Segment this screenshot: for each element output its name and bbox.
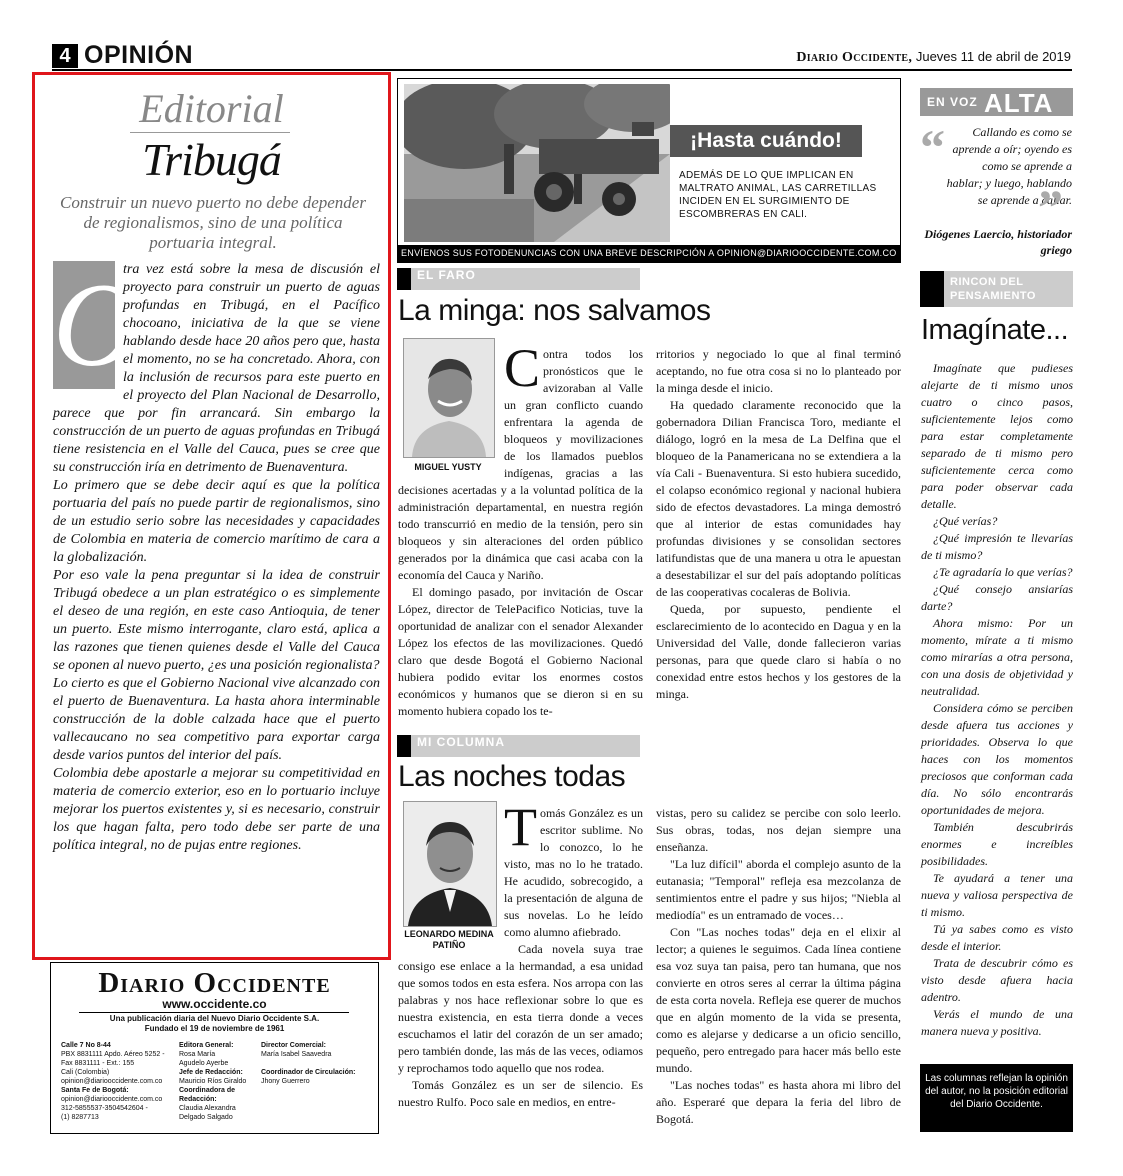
- article-paragraph: Cada novela suya trae consigo ese enlace a la hermandad, a esa unidad que somos todos en esta esfera. Nos arropa con las palabras y nos hace reflexionar sobre lo que es nuestra existencia, en esta tierra donde a veces escuchamos el latir del corazón de un ser amado; pero también donde, las más de las veces, odiamos y reprochamos todo aquello que nos rodea.: [398, 942, 643, 1075]
- colophon-item: Jhony Guerrero: [261, 1078, 310, 1085]
- editorial-title: Tribugá: [142, 134, 281, 185]
- colophon-item: Santa Fe de Bogotá:: [61, 1087, 129, 1094]
- colophon-item: María Isabel Saavedra: [261, 1051, 332, 1058]
- section-label-text: EL FARO: [417, 268, 476, 282]
- article-paragraph: omás González es un escritor sublime. No lo conozco, lo he visto, mas no lo he tratado. He acudido, sobrecogido, a la presentación de alguna de sus novelas. Lo he leído como alumno afiebrado.: [504, 806, 643, 939]
- colophon-item: Delgado Salgado: [179, 1114, 233, 1121]
- colophon-item: Coordinador de Circulación:: [261, 1069, 356, 1076]
- photo-feature-text: ADEMÁS DE LO QUE IMPLICAN EN MALTRATO ANIMAL, LAS CARRETILLAS INCIDEN EN EL SURGIMIENTO DE ESCOMBRERAS EN CALI.: [679, 170, 877, 220]
- el-faro-headline: La minga: nos salvamos: [398, 294, 711, 327]
- article-paragraph: Con "Las noches todas" deja en el elixir al lector; a quienes le seguimos. Cada línea contiene esa voz suya tan paisa, pero tan humana, que nos convierte en otros seres al cerrar la última página de esta corta novela. Refleja ese querer de muchos que en algún momento de la vida se presenta, como es alejarse y dedicarse a un oficio sencillo, pequeño, pero entregado para hacer más bello este mundo.: [656, 925, 901, 1075]
- editorial-body: [53, 258, 380, 855]
- colophon-item: Editora General:: [179, 1042, 234, 1049]
- article-paragraph: ontra todos los pronósticos que le avizoraban al Valle un gran conflicto cuando enfrentara la agenda de bloqueos y movilizaciones de los llamados pueblos indígenas, gracias a las decisiones acertadas y a la voluntad política de la administración departamental, en nuestra región todo transcurrió en medio de la tensión, pero sin bloqueos y sin alteraciones del orden público generados por la dinámica que casi acaba con la economía del Cauca y Nariño.: [398, 347, 643, 582]
- section-label-marker: [397, 735, 411, 757]
- rincon-paragraph: Ahora mismo: Por un momento, mírate a ti mismo como mirarías a otra persona, con una dosis de objetividad y neutralidad.: [921, 616, 1073, 698]
- rincon-paragraph: ¿Qué impresión te llevarías de ti mismo?: [921, 531, 1073, 562]
- photo-feature: [397, 78, 901, 263]
- photo-spacer: [398, 805, 504, 953]
- photo-spacer: [398, 346, 504, 472]
- colophon-item: Fax 8831111 - Ext.: 155: [61, 1060, 135, 1067]
- el-faro-column-1: [398, 338, 643, 720]
- rincon-paragraph: Verás el mundo de una manera nueva y positiva.: [921, 1007, 1073, 1038]
- colophon-item: Claudia Alexandra: [179, 1105, 236, 1112]
- colophon-gap: [261, 1059, 373, 1068]
- street-cart-photo: [404, 84, 670, 242]
- rincon-paragraph: También descubrirás enormes e increíbles posibilidades.: [921, 820, 1073, 868]
- article-paragraph: Ha quedado claramente reconocido que la gobernadora Dilian Francisca Toro, mediante el diálogo, logró en la mesa de La Delfina que el bloqueo de la Panamericana no se extendiera a la vía Cali - Buenaventura. Si esto hubiera sucedido, el colapso económico regional y nacional hubiera sido de efectos devastadores. La minga demostró que al interior de estas comunidades hay profundas divisiones y se consolidan sectores latifundistas que de una manera u otra le apuestan a desestabilizar el sur del país adoptando políticas de las cooperativas cocaleras de Bolivia.: [656, 398, 901, 599]
- colophon-item: Jefe de Redacción:: [179, 1069, 243, 1076]
- editorial-paragraph: Colombia debe apostarle a mejorar su competitividad en materia de comercio exterior, eso en lo portuario incluye mejorar los puertos existentes y, si es necesario, construir los que hagan falta, pero todo debe ser parte de una política integral, no de pujas entre regiones.: [53, 766, 380, 853]
- article-paragraph: El domingo pasado, por invitación de Oscar López, director de TelePacifico Noticias, tuve la oportunidad de analizar con el senador Alexander López los efectos de las movilizaciones. Quedó claro que desde Bogotá el Gobierno Nacional hubiera podido evitar los enormes costos económicos y humanos que se dieron si en su momento hubiera copado los te-: [398, 585, 643, 718]
- colophon-item: Redacción:: [179, 1096, 217, 1103]
- el-faro-column-2: [656, 346, 901, 703]
- colophon-item: Coordinadora de: [179, 1087, 236, 1094]
- section-label-el-faro: [397, 268, 640, 290]
- masthead-dateline: [796, 49, 1071, 66]
- colophon-item: Cali (Colombia): [61, 1069, 110, 1076]
- section-label-text: RINCON DEL PENSAMIENTO: [950, 276, 1036, 302]
- colophon-item: Mauricio Ríos Giraldo: [179, 1078, 247, 1085]
- colophon-line: Fundado el 19 de noviembre de 1961: [144, 1024, 285, 1033]
- colophon-item: opinion@diariooccidente.com.co: [61, 1078, 163, 1085]
- section-label-marker: [397, 268, 411, 290]
- colophon-contact-column: [61, 1041, 171, 1122]
- colophon-commercial-column: [261, 1041, 373, 1086]
- en-voz-alta-label: [920, 88, 1073, 116]
- editorial-paragraph: Lo cierto es que el Gobierno Nacional vive alcanzado con el puerto de Buenaventura. La hasta ahora interminable construcción de la doble calzada hace que el puerto vallecaucano no sea competitivo para exportar carga desde varios puntos del interior del país.: [53, 676, 380, 763]
- rincon-paragraph: Te ayudará a tener una nueva y valiosa perspectiva de ti mismo.: [921, 871, 1073, 919]
- colophon-item: Calle 7 No 8-44: [61, 1042, 111, 1049]
- colophon: [50, 962, 379, 1134]
- editorial-paragraph: Por eso vale la pena preguntar si la idea de construir Tribugá obedece a un plan estratégico o es simplemente el deseo de una región, en este caso Antioquia, de tener un puerto. Este mismo interrogante, claro está, aplica a las razones que tienen quienes desde el Valle del Cauca se oponen al nuevo puerto, ¿es una posición regionalista?: [53, 568, 380, 673]
- article-paragraph: "Las noches todas" es hasta ahora mi libro del año. Esperaré que depara la feria del libro de Bogotá.: [656, 1078, 901, 1126]
- quote-text: Callando es como se aprende a oír; oyendo es como se aprende a hablar; y luego, hablando se aprende a callar.: [946, 125, 1072, 207]
- colophon-website: www.occidente.co: [162, 997, 267, 1011]
- article-paragraph: Queda, por supuesto, pendiente el esclarecimiento de lo acontecido en Dagua y en la Universidad del Valle, donde fallecieron varias personas, para que quede claro si había o no conexidad entre estos hechos y los gestores de la minga.: [656, 602, 901, 701]
- colophon-item: 312-5855537-3504542604 -: [61, 1105, 148, 1112]
- section-label-text: MI COLUMNA: [417, 735, 505, 749]
- drop-cap: T: [504, 797, 537, 857]
- quote-author: Diógenes Laercio, historiador griego: [924, 227, 1072, 257]
- rincon-body: [921, 360, 1073, 1040]
- section-label-mi-columna: [397, 735, 640, 757]
- article-paragraph: "La luz difícil" aborda el complejo asunto de la eutanasia; "Temporal" refleja esa mezcolanza de sentimientos entre el padre y sus hijos; "Niebla al mediodía" es un entramado de voces…: [656, 857, 901, 922]
- rincon-paragraph: Tú ya sabes como es visto desde el interior.: [921, 922, 1073, 953]
- colophon-item: Agudelo Ayerbe: [179, 1060, 229, 1067]
- colophon-staff-column: [179, 1041, 257, 1122]
- editorial-paragraph: Lo primero que se debe decir aquí es que la política portuaria del país no puede partir de regionalismos, sino de un estudio serio sobre las necesidades y capacidades de Colombia en materia de comercio marítimo de cara a la globalización.: [53, 478, 380, 565]
- author-name: MIGUEL YUSTY: [414, 462, 482, 472]
- rincon-headline: Imagínate...: [921, 314, 1069, 346]
- colophon-line: Una publicación diaria del Nuevo Diario Occidente S.A.: [109, 1014, 320, 1023]
- section-title: OPINIÓN: [84, 41, 194, 69]
- rincon-paragraph: Trata de descubrir cómo es visto desde afuera hacia adentro.: [921, 956, 1073, 1004]
- mi-columna-headline: Las noches todas: [398, 760, 626, 793]
- article-paragraph: Tomás González es un ser de silencio. Es nuestro Rulfo. Poco sale en medios, en entre-: [398, 1078, 643, 1109]
- editorial-drop-cap: O: [53, 258, 140, 391]
- label-part: ALTA: [984, 88, 1054, 118]
- colophon-paper-name: Diario Occidente: [98, 967, 331, 999]
- editorial-kicker: Editorial: [139, 86, 284, 131]
- close-quote-icon: ”: [1038, 179, 1063, 235]
- mi-columna-column-2: [656, 805, 901, 1128]
- photo-feature-title: ¡Hasta cuándo!: [670, 125, 862, 157]
- paper-name: Diario Occidente,: [796, 50, 913, 65]
- colophon-item: (1) 8287713: [61, 1114, 99, 1121]
- opinion-disclaimer: Las columnas reflejan la opinión del autor, no la posición editorial del Diario Occidente.: [920, 1064, 1073, 1132]
- colophon-subtitle: [51, 1014, 378, 1034]
- colophon-item: Rosa María: [179, 1051, 216, 1058]
- rincon-paragraph: Imagínate que pudieses alejarte de ti mismo unos cuatro o cinco pasos, suficientemente lejos como para estar completamente separado de ti mismo pero suficientemente cerca como para poder observar cada detalle.: [921, 361, 1073, 511]
- section-label-marker: [920, 271, 944, 307]
- colophon-item: Director Comercial:: [261, 1042, 326, 1049]
- editorial-paragraph: tra vez está sobre la mesa de discusión el proyecto para construir un puerto de aguas profundas en Tribugá, en el Pacífico chocoano, iniciativa de la que se viene hablando desde hace 20 años pero que, hasta el momento, no se ha concretado. Ahora, con la inclusión de recursos para este puerto en el proyecto del Plan Nacional de Desarrollo, parece que por fin arrancará. Sin embargo la construcción de un puerto de aguas profundas en Tribugá tiene resistencia en el Valle del Cauca, pues se cree que su construcción iría en detrimento de Buenaventura.: [53, 262, 380, 475]
- drop-cap-spacer: [53, 258, 140, 393]
- rincon-paragraph: ¿Qué consejo ansiarías darte?: [921, 582, 1073, 613]
- author-name: LEONARDO MEDINA PATIÑO: [404, 929, 494, 950]
- article-paragraph: vistas, pero su calidez se percibe con solo leerlo. Sus obras, todas, nos dejan siempre una enseñanza.: [656, 806, 901, 854]
- editorial-deck: Construir un nuevo puerto no debe depender de regionalismos, sino de una política portuaria integral.: [60, 193, 366, 252]
- colophon-item: opinion@diariooccidente.com.co: [61, 1096, 163, 1103]
- mi-columna-column-1: [398, 797, 643, 1111]
- article-paragraph: rritorios y negociado lo que al final terminó aceptando, no fue otra cosa si no lo planteado por la minga desde el inicio.: [656, 347, 901, 395]
- cart-photo-illustration: [404, 84, 670, 242]
- rincon-paragraph: ¿Te agradaría lo que verías?: [933, 565, 1073, 579]
- label-part: EN VOZ: [927, 95, 978, 109]
- open-quote-icon: “: [920, 119, 945, 175]
- drop-cap: C: [504, 338, 541, 398]
- colophon-rule: [79, 1012, 349, 1013]
- rincon-paragraph: ¿Qué verías?: [933, 514, 998, 528]
- issue-date: Jueves 11 de abril de 2019: [915, 49, 1071, 64]
- page-number: 4: [52, 44, 78, 68]
- editorial-box: [32, 72, 391, 960]
- photo-submission-note: ENVÍENOS SUS FOTODENUNCIAS CON UNA BREVE DESCRIPCIÓN A OPINION@DIARIOOCCIDENTE.COM.CO: [398, 245, 900, 262]
- colophon-item: PBX 8831111 Apdo. Aéreo 5252 -: [61, 1051, 165, 1058]
- header-rule: [52, 69, 1072, 71]
- section-label-rincon: [920, 271, 1073, 307]
- rincon-paragraph: Considera cómo se perciben desde afuera tus acciones y prioridades. Observa lo que haces con los momentos preciosos que conforman cada día. No sólo encontrarás oportunidades de mejora.: [921, 701, 1073, 817]
